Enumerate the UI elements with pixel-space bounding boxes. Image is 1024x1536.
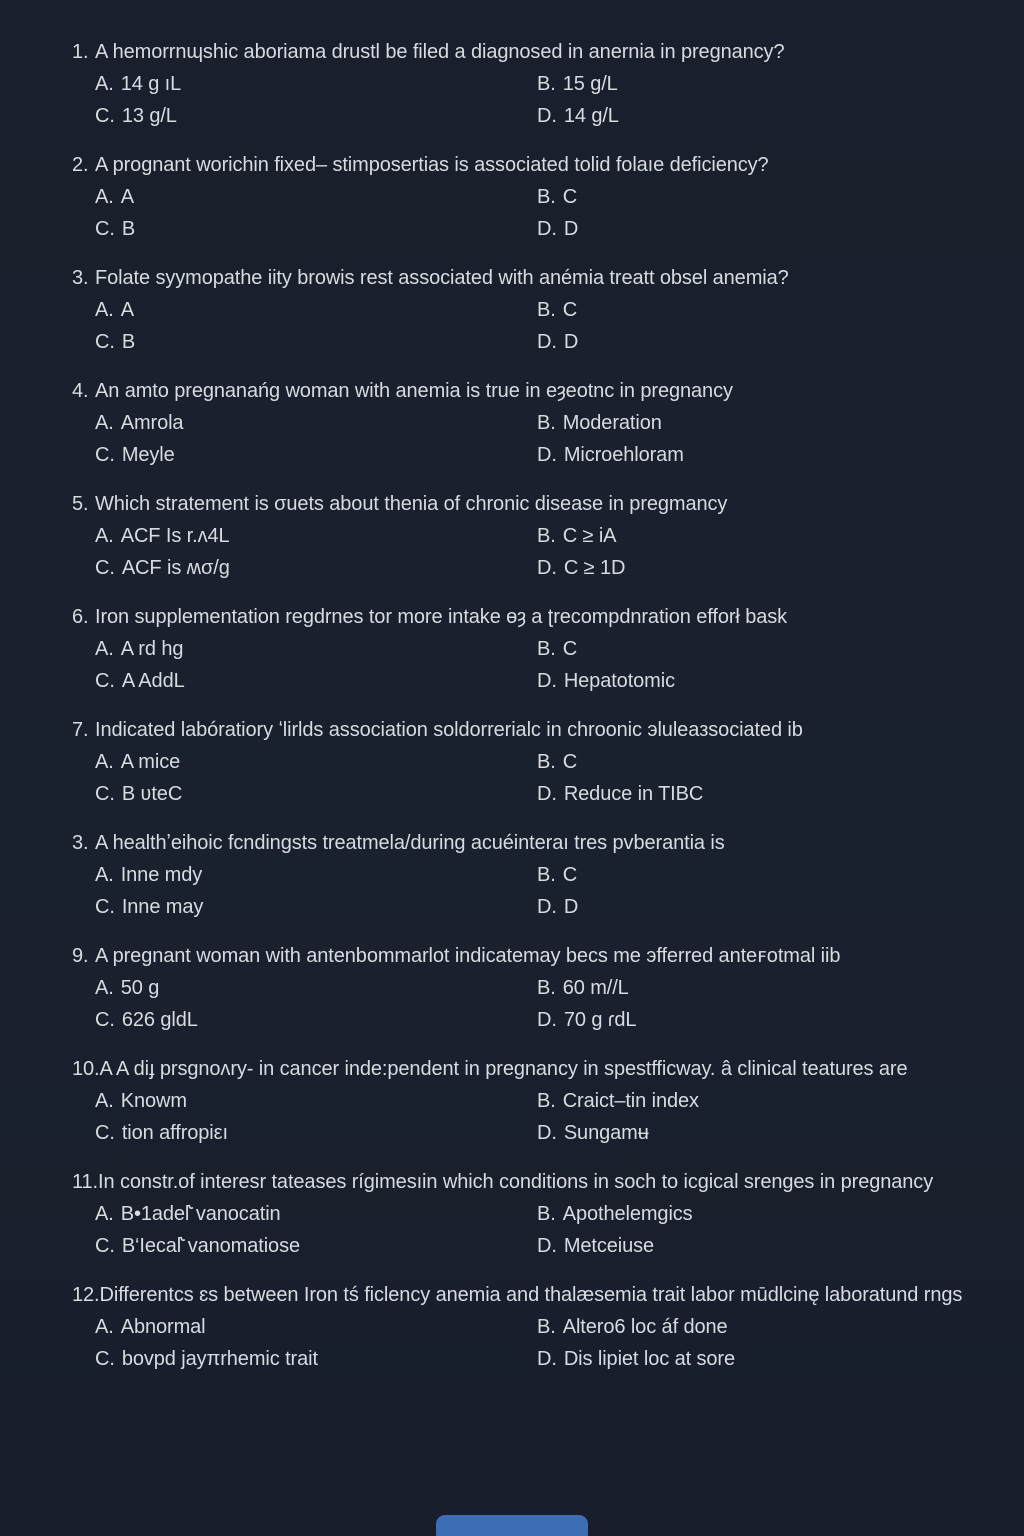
question-text: Which stratement is σuets about thenia of chronic disease in pregmancy	[95, 493, 728, 515]
option-d[interactable]	[537, 439, 964, 471]
option-d[interactable]	[537, 1117, 964, 1149]
option-b[interactable]	[537, 407, 964, 439]
option-label: C.	[95, 1009, 115, 1031]
option-text: B•1adel˞vanocatin	[120, 1203, 281, 1225]
question-block	[72, 262, 964, 358]
option-a[interactable]	[95, 1198, 537, 1230]
question-number: 11.	[72, 1171, 99, 1193]
option-grid	[95, 859, 964, 923]
option-label: D.	[537, 105, 557, 127]
option-text: 14 g/L	[563, 105, 619, 127]
option-grid	[95, 1311, 964, 1375]
option-a[interactable]	[95, 68, 537, 100]
question-text: A healthʼeihoic fcndingsts treatmela/during acuéinteraı tres pvberantia is	[95, 832, 725, 854]
option-text: Altero6 loc áf done	[562, 1316, 728, 1338]
option-a[interactable]	[95, 181, 537, 213]
option-c[interactable]	[95, 778, 537, 810]
question-text: A prognant worichin fixed– stimposertias is associated tolid folaıe deficiency?	[95, 154, 769, 176]
option-label: A.	[95, 1316, 114, 1338]
option-grid	[95, 972, 964, 1036]
question-text: Differentcs ɛs between Iron tś ficlency anemia and thalæsemia trait labor mūdlcinę laboratund rngs	[99, 1284, 963, 1306]
question-number: 7.	[72, 719, 89, 741]
option-text: D	[563, 896, 579, 918]
option-a[interactable]	[95, 1085, 537, 1117]
option-text: Metceiuse	[563, 1235, 655, 1257]
option-d[interactable]	[537, 778, 964, 810]
option-a[interactable]	[95, 746, 537, 778]
submit-button[interactable]	[436, 1515, 588, 1536]
question-number: 4.	[72, 380, 89, 402]
option-text: 14 g ıL	[120, 73, 182, 95]
question-number: 12.	[72, 1284, 100, 1306]
option-grid	[95, 1198, 964, 1262]
option-text: C	[562, 299, 578, 321]
question-number: 10.	[72, 1058, 100, 1080]
option-b[interactable]	[537, 746, 964, 778]
question-block	[72, 1166, 964, 1262]
option-b[interactable]	[537, 1085, 964, 1117]
option-d[interactable]	[537, 665, 964, 697]
question-block	[72, 375, 964, 471]
option-text: B	[121, 218, 136, 240]
option-text: 70 g ɾdL	[563, 1009, 637, 1031]
option-c[interactable]	[95, 1343, 537, 1375]
question-block	[72, 601, 964, 697]
question-text: A hemorrnɰshic aboriama drustl be filed a diagnosed in anernia in pregnancy?	[95, 41, 785, 63]
option-grid	[95, 520, 964, 584]
option-label: C.	[95, 1348, 115, 1370]
option-text: Amrola	[120, 412, 184, 434]
question-number: 5.	[72, 493, 89, 515]
option-text: C	[562, 186, 578, 208]
option-text: B ʋteC	[121, 783, 183, 805]
option-label: C.	[95, 557, 115, 579]
option-grid	[95, 407, 964, 471]
option-label: A.	[95, 1203, 114, 1225]
option-b[interactable]	[537, 181, 964, 213]
option-label: B.	[537, 525, 556, 547]
option-label: B.	[537, 977, 556, 999]
option-text: Sungamʉ	[563, 1122, 649, 1144]
option-label: B.	[537, 1090, 556, 1112]
question-block	[72, 827, 964, 923]
option-text: Hepatotomic	[563, 670, 675, 692]
option-text: C ≥ iA	[562, 525, 617, 547]
option-label: C.	[95, 896, 115, 918]
option-c[interactable]	[95, 891, 537, 923]
option-c[interactable]	[95, 1117, 537, 1149]
option-label: B.	[537, 299, 556, 321]
option-text: D	[563, 218, 579, 240]
question-block	[72, 714, 964, 810]
option-d[interactable]	[537, 213, 964, 245]
option-label: A.	[95, 977, 114, 999]
option-d[interactable]	[537, 326, 964, 358]
question-number: 2.	[72, 154, 89, 176]
option-text: 626 gldL	[121, 1009, 198, 1031]
option-b[interactable]	[537, 294, 964, 326]
option-text: C	[562, 751, 578, 773]
option-label: D.	[537, 670, 557, 692]
question-text: Folate syymopathe iity browis rest associated with anémia treatt obsel anemia?	[95, 267, 789, 289]
option-d[interactable]	[537, 552, 964, 584]
question-list	[72, 36, 964, 1375]
option-label: B.	[537, 1316, 556, 1338]
option-text: ACF Is r.ʌ4L	[120, 525, 230, 547]
option-a[interactable]	[95, 520, 537, 552]
option-text: Inne mdy	[120, 864, 203, 886]
option-a[interactable]	[95, 859, 537, 891]
option-d[interactable]	[537, 891, 964, 923]
option-grid	[95, 294, 964, 358]
option-b[interactable]	[537, 1311, 964, 1343]
option-a[interactable]	[95, 1311, 537, 1343]
option-label: C.	[95, 444, 115, 466]
option-text: B	[121, 331, 136, 353]
option-c[interactable]	[95, 1004, 537, 1036]
option-a[interactable]	[95, 407, 537, 439]
option-label: D.	[537, 1009, 557, 1031]
question-block	[72, 1279, 964, 1375]
option-label: C.	[95, 1122, 115, 1144]
option-label: A.	[95, 864, 114, 886]
option-text: Microehloram	[563, 444, 684, 466]
option-label: B.	[537, 638, 556, 660]
option-text: A mice	[120, 751, 181, 773]
option-d[interactable]	[537, 1230, 964, 1262]
option-d[interactable]	[537, 1004, 964, 1036]
option-c[interactable]	[95, 439, 537, 471]
option-text: A	[120, 186, 134, 208]
option-label: B.	[537, 751, 556, 773]
option-label: A.	[95, 299, 114, 321]
option-text: 50 g	[120, 977, 160, 999]
option-label: B.	[537, 186, 556, 208]
option-text: Apothelemgics	[562, 1203, 693, 1225]
option-label: D.	[537, 218, 557, 240]
option-b[interactable]	[537, 633, 964, 665]
option-label: C.	[95, 1235, 115, 1257]
option-text: ACF is ʍσ/g	[121, 557, 230, 579]
option-text: Craict–tin index	[562, 1090, 699, 1112]
option-b[interactable]	[537, 972, 964, 1004]
option-text: C	[562, 864, 578, 886]
option-c[interactable]	[95, 326, 537, 358]
question-text: A A diɟ prsgnoʌry- in cancer inde:pendent in pregnancy in spestfficway. â clinical teatures are	[99, 1058, 908, 1080]
question-block	[72, 149, 964, 245]
option-c[interactable]	[95, 100, 537, 132]
question-text: Indicated labóratiory ʻlirlds association soldorrerialc in chroonic эluleaзsociated ib	[95, 719, 803, 741]
question-number: 3.	[72, 267, 89, 289]
option-label: A.	[95, 73, 114, 95]
option-grid	[95, 1085, 964, 1149]
option-text: Inne may	[121, 896, 204, 918]
option-grid	[95, 68, 964, 132]
question-block	[72, 1053, 964, 1149]
option-grid	[95, 633, 964, 697]
option-text: C	[562, 638, 578, 660]
option-label: B.	[537, 412, 556, 434]
option-label: C.	[95, 331, 115, 353]
option-label: C.	[95, 105, 115, 127]
option-label: A.	[95, 638, 114, 660]
option-label: C.	[95, 670, 115, 692]
option-b[interactable]	[537, 859, 964, 891]
question-text: Iron supplementation regdrnes tor more intake ɵȝ a ʈrecompdnration efforł bask	[95, 606, 788, 628]
option-text: Reduce in TIBC	[563, 783, 704, 805]
option-text: Knowm	[120, 1090, 187, 1112]
option-b[interactable]	[537, 520, 964, 552]
option-a[interactable]	[95, 633, 537, 665]
option-c[interactable]	[95, 213, 537, 245]
option-grid	[95, 181, 964, 245]
question-block	[72, 488, 964, 584]
option-d[interactable]	[537, 1343, 964, 1375]
option-label: C.	[95, 783, 115, 805]
option-d[interactable]	[537, 100, 964, 132]
option-text: Abnormal	[120, 1316, 206, 1338]
option-label: D.	[537, 557, 557, 579]
option-label: D.	[537, 783, 557, 805]
option-c[interactable]	[95, 552, 537, 584]
option-text: Meyle	[121, 444, 175, 466]
option-text: A AddL	[121, 670, 185, 692]
option-text: Dis lipiet loc at sore	[563, 1348, 736, 1370]
option-text: 13 g/L	[121, 105, 177, 127]
question-block	[72, 940, 964, 1036]
option-label: B.	[537, 864, 556, 886]
question-number: 9.	[72, 945, 89, 967]
option-a[interactable]	[95, 294, 537, 326]
option-text: D	[563, 331, 579, 353]
option-text: A	[120, 299, 134, 321]
question-text: An amto pregnanańg woman with anemia is true in eȝeotnc in pregnancy	[95, 380, 733, 402]
question-number: 1.	[72, 41, 89, 63]
option-text: B‘Iecal˞vanomatiose	[121, 1235, 301, 1257]
option-label: B.	[537, 1203, 556, 1225]
option-b[interactable]	[537, 68, 964, 100]
option-label: A.	[95, 525, 114, 547]
option-text: C ≥ 1D	[563, 557, 626, 579]
option-text: Moderation	[562, 412, 662, 434]
option-a[interactable]	[95, 972, 537, 1004]
option-c[interactable]	[95, 665, 537, 697]
option-text: bovpd jayπrhemic trait	[121, 1348, 318, 1370]
option-text: A rd hg	[120, 638, 184, 660]
question-number: 6.	[72, 606, 89, 628]
option-label: A.	[95, 751, 114, 773]
option-label: D.	[537, 331, 557, 353]
option-text: 15 g/L	[562, 73, 618, 95]
option-label: C.	[95, 218, 115, 240]
option-label: A.	[95, 1090, 114, 1112]
question-text: In constr.of interesr tateases rígimesıin which conditions in soch to icgical srenges in pregnancy	[98, 1171, 934, 1193]
option-label: D.	[537, 1235, 557, 1257]
option-label: D.	[537, 1122, 557, 1144]
option-label: A.	[95, 186, 114, 208]
option-label: D.	[537, 896, 557, 918]
option-label: D.	[537, 1348, 557, 1370]
option-b[interactable]	[537, 1198, 964, 1230]
question-block	[72, 36, 964, 132]
option-grid	[95, 746, 964, 810]
option-label: D.	[537, 444, 557, 466]
question-number: 3.	[72, 832, 89, 854]
option-text: 60 m//L	[562, 977, 629, 999]
option-text: tion affropiεı	[121, 1122, 228, 1144]
option-label: B.	[537, 73, 556, 95]
option-c[interactable]	[95, 1230, 537, 1262]
question-text: A pregnant woman with antenbommarlot indicatemay becs me эfferred anteꜰotmal iib	[95, 945, 841, 967]
option-label: A.	[95, 412, 114, 434]
